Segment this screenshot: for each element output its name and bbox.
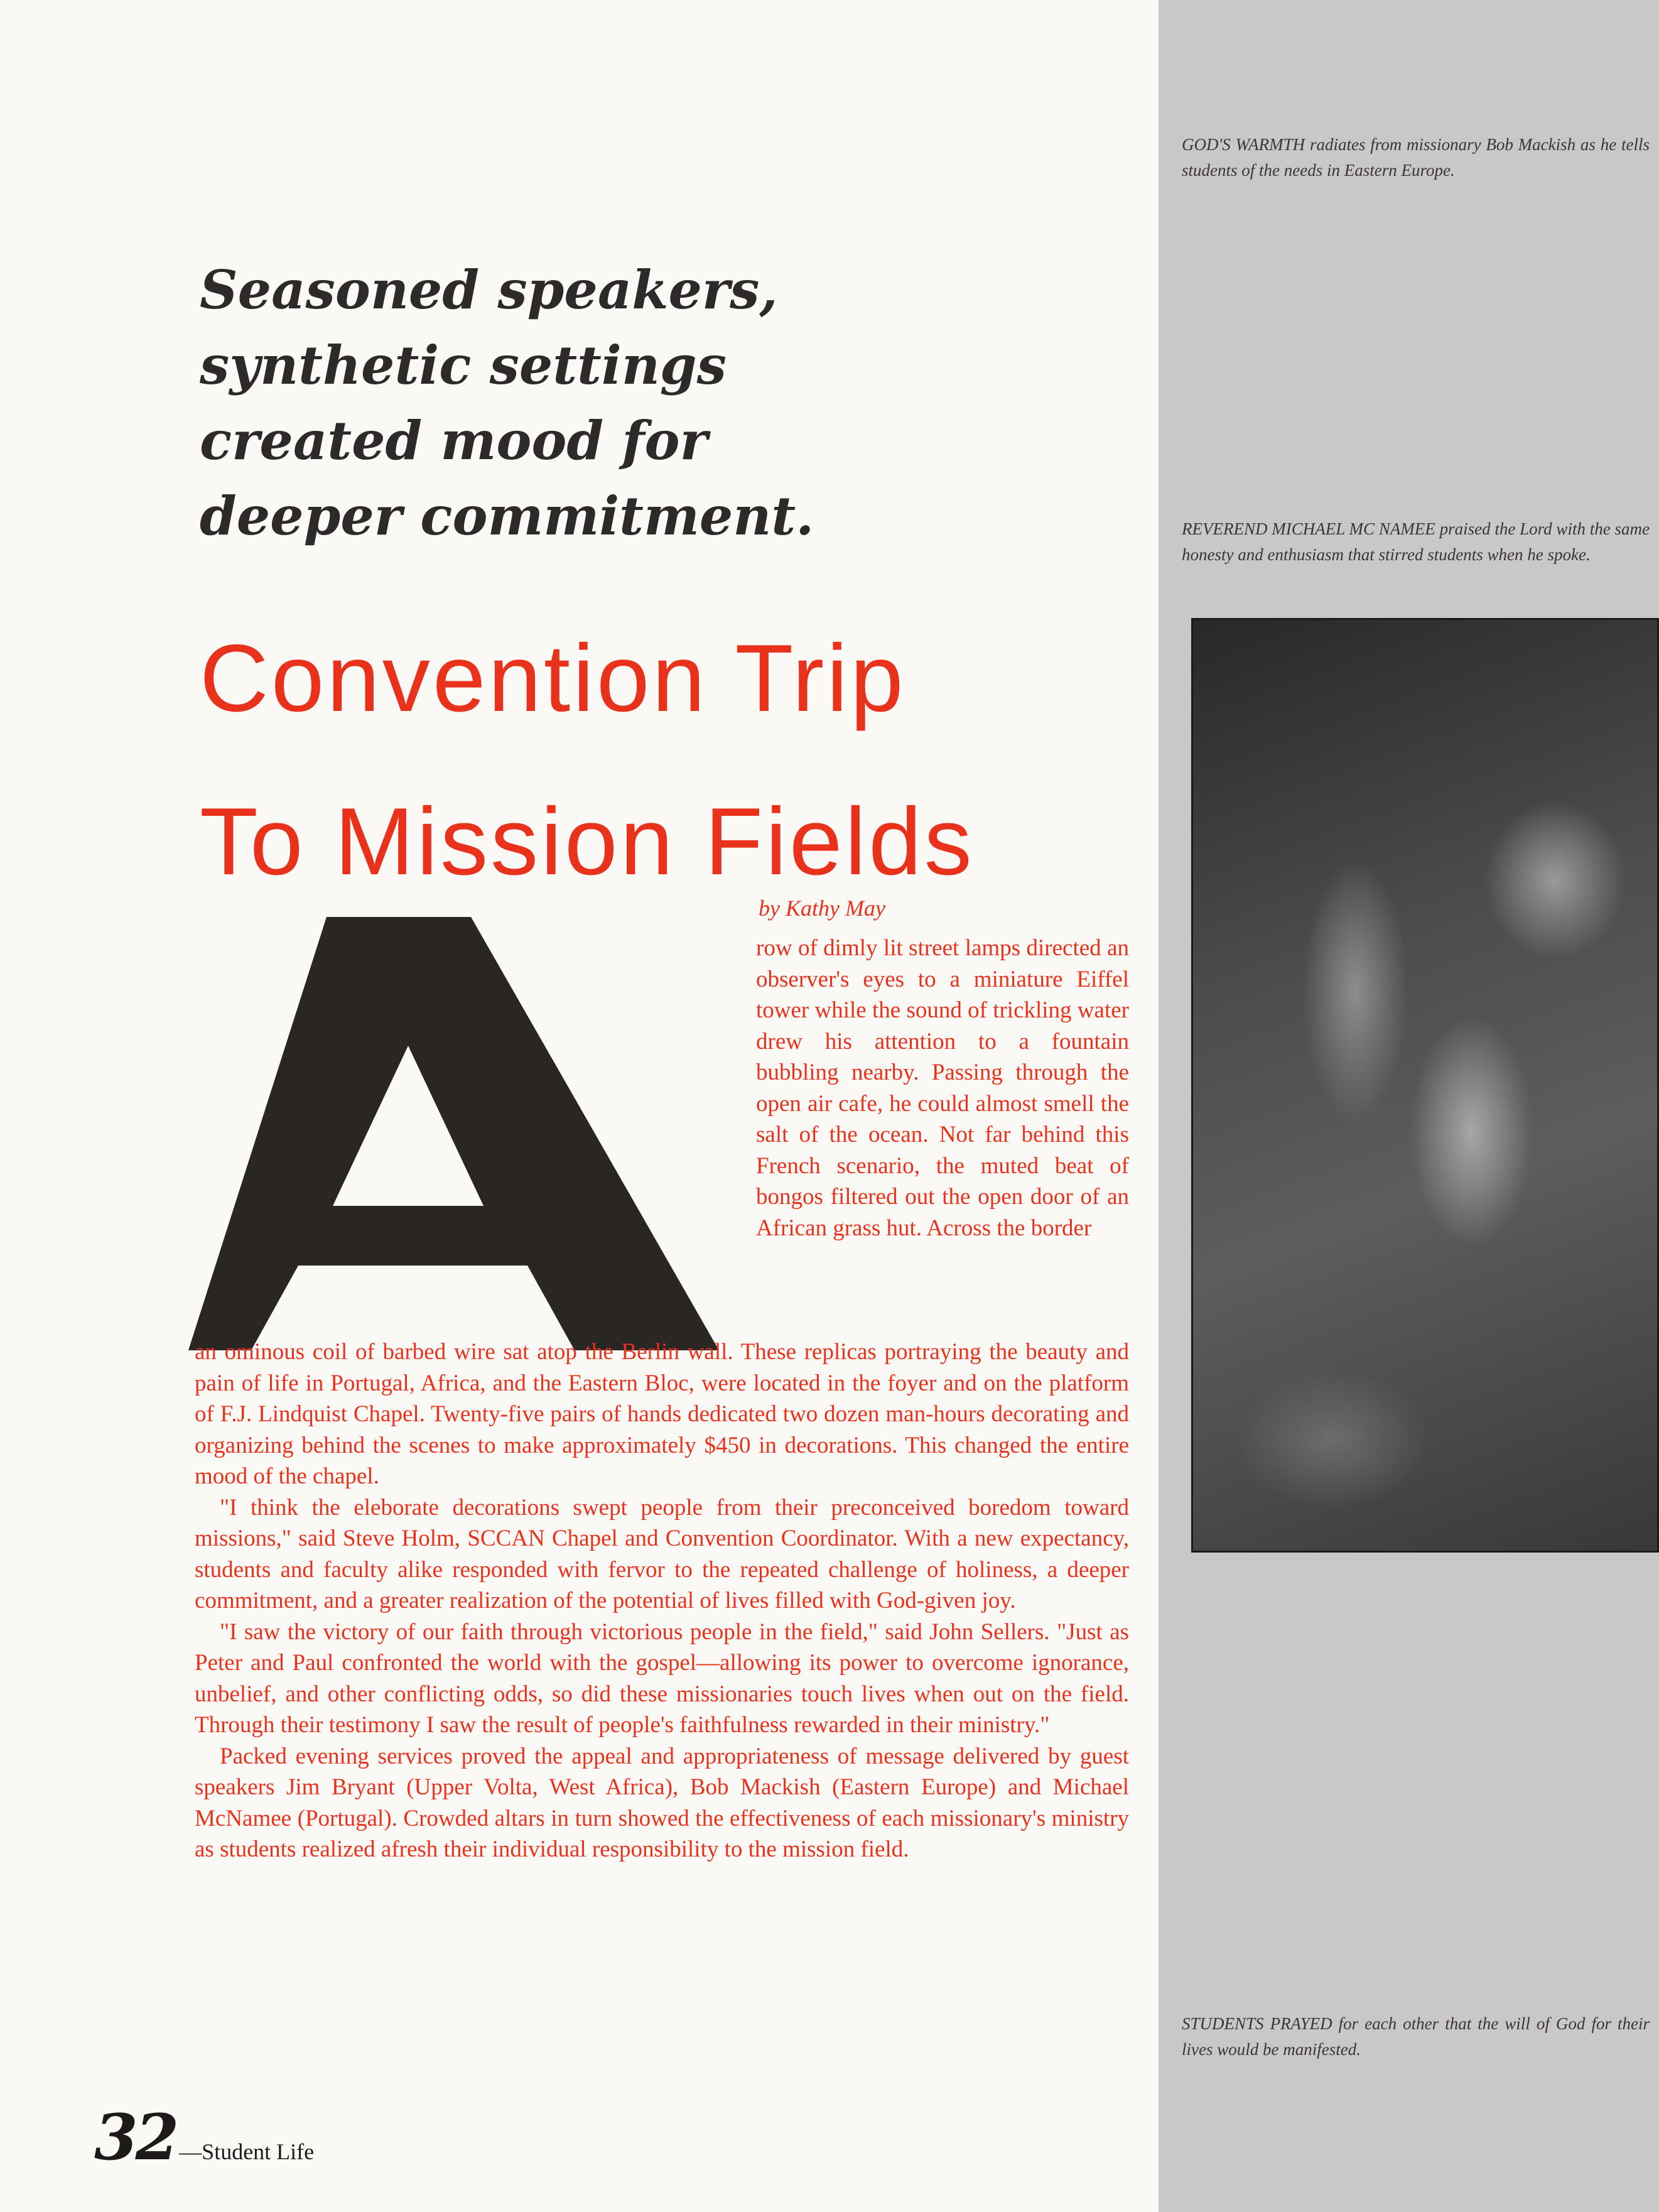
section-label: —Student Life	[179, 2139, 315, 2164]
title-line: To Mission Fields	[200, 788, 975, 895]
subhead-line: Seasoned speakers,	[200, 259, 778, 321]
paragraph: Packed evening services proved the appeal and appropriateness of message delivered by guest speakers Jim Bryant (Upper Volta, West Africa), Bob Mackish (Eastern Europe) and Michael McNamee (Portugal). Crowded altars in turn showed the effectiveness of each missionary's ministry as students realized afresh their individual responsibility to the mission field.	[195, 1743, 1129, 1862]
lead-continuation: an ominous coil of barbed wire sat atop the Berlin wall. These replicas portraying the beauty and pain of life in Portugal, Africa, and the Eastern Bloc, were located in the foyer and on the platform of F.J. Lindquist Chapel. Twenty-five pairs of hands dedicated two dozen man-hours decorating and organizing behind the scenes to make approximately $450 in decorations. This changed the entire mood of the chapel.	[195, 1339, 1129, 1489]
byline: by Kathy May	[759, 896, 885, 921]
subhead-line: synthetic settings	[200, 334, 727, 396]
page-number: 32	[94, 2100, 177, 2174]
subhead-line: deeper commitment.	[200, 485, 814, 547]
drop-cap	[188, 917, 728, 1350]
article-lead-narrow	[756, 933, 1129, 1244]
worship-photo	[1191, 618, 1659, 1553]
photo-caption-top: GOD'S WARMTH radiates from missionary Bob Mackish as he tells students of the needs in Eastern Europe.	[1182, 135, 1650, 180]
article-body	[195, 1336, 1129, 1865]
title-line: Convention Trip	[200, 625, 906, 732]
paragraph: "I think the eleborate decorations swept people from their preconceived boredom toward missions," said Steve Holm, SCCAN Chapel and Convention Coordinator. With a new expectancy, students and faculty alike responded with fervor to the repeated challenge of holiness, a deeper commitment, and a greater realization of the potential of lives filled with God-given joy.	[195, 1494, 1129, 1613]
drop-cap-letter: A	[188, 917, 189, 918]
lead-text: row of dimly lit street lamps directed an observer's eyes to a miniature Eiffel tower while the sound of trickling water drew his attention to a fountain bubbling nearby. Passing through the open air cafe, he could almost smell the salt of the ocean. Not far behind this French scenario, the muted beat of bongos filtered out the open door of an African grass hut. Across the border	[756, 935, 1129, 1241]
paragraph: "I saw the victory of our faith through victorious people in the field," said John Sellers. "Just as Peter and Paul confronted the world with the gospel—allowing its power to overcome ignorance, unbelief, and other conflicting odds, so did these missionaries touch lives when out on the field. Through their testimony I saw the result of people's faithfulness rewarded in their ministry."	[195, 1618, 1129, 1738]
article-title	[200, 597, 1179, 923]
page-folio	[94, 2100, 314, 2174]
photo-caption-bottom: STUDENTS PRAYED for each other that the will of God for their lives would be manifested.	[1182, 2014, 1650, 2059]
photo-caption-middle: REVEREND MICHAEL MC NAMEE praised the Lord with the same honesty and enthusiasm that stirred students when he spoke.	[1182, 519, 1650, 564]
subheadline	[200, 252, 890, 554]
subhead-line: created mood for	[200, 409, 708, 472]
